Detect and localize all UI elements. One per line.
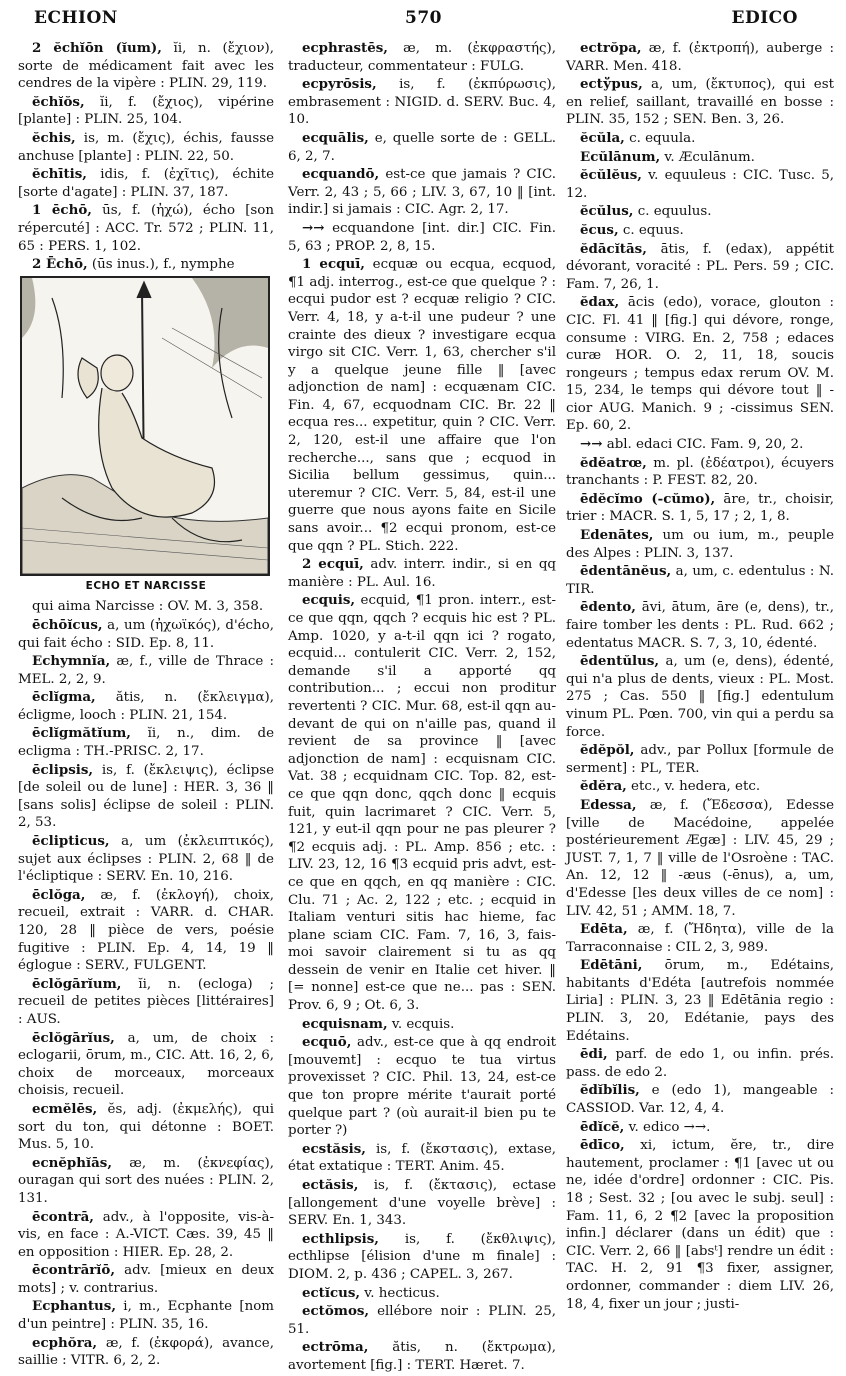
dictionary-entry	[288, 130, 556, 165]
entry-definition: a, um, de choix : eclogarii, ōrum, m., CIC. Att. 16, 2, 6, choix de morceaux, morceaux choisis, recueil.	[18, 1030, 274, 1099]
figure-caption: ECHO ET NARCISSE	[85, 579, 207, 592]
entry-definition: æ, f. (ἐκτροπή), auberge : VARR. Men. 418.	[566, 41, 834, 74]
entry-definition: is, f. (ἔκτασις), ectase [allongement d'une voyelle brève] : SERV. En. 1, 343.	[288, 1178, 556, 1229]
dictionary-entry	[566, 130, 834, 148]
entry-headword: ecmĕlēs,	[32, 1100, 98, 1117]
entry-definition: v. edico →→.	[624, 1119, 711, 1135]
entry-headword: ēcontrārĭō,	[32, 1262, 115, 1279]
dictionary-entry	[288, 220, 556, 255]
entry-definition: is, f. (ἔκστασις), extase, état extatique : TERT. Anim. 45.	[288, 1141, 556, 1175]
dictionary-entry	[566, 921, 834, 956]
dictionary-entry	[18, 40, 274, 93]
dictionary-entry	[288, 1177, 556, 1230]
dictionary-entry	[566, 294, 834, 435]
entry-headword: ēdentŭlus,	[580, 653, 660, 670]
entry-headword: ĕcŭlĕus,	[580, 167, 642, 184]
entry-definition: v. equuleus : CIC. Tusc. 5, 12.	[566, 168, 834, 201]
column-3	[566, 40, 834, 1314]
dictionary-entry	[288, 40, 556, 75]
dictionary-entry	[566, 222, 834, 240]
entry-headword: ēchōĭcus,	[32, 616, 103, 633]
dictionary-entry	[288, 76, 556, 129]
dictionary-entry	[18, 94, 274, 129]
entry-headword: ĕchītis,	[32, 166, 87, 183]
entry-headword: ĕdācĭtās,	[580, 240, 647, 257]
entry-headword: ecthlipsis,	[302, 1230, 379, 1247]
entry-definition: āre, tr., choisir, trier : MACR. S. 1, 5, 17 ; 2, 1, 8.	[566, 491, 834, 525]
dictionary-entry	[18, 762, 274, 832]
entry-headword: ēclĭgma,	[32, 689, 96, 706]
entry-definition: idis, f. (ἐχῖτις), échite [sorte d'agate] : PLIN. 37, 187.	[18, 167, 274, 200]
entry-definition: ūs, f. (ἠχώ), écho [son répercuté] : ACC. Tr. 572 ; PLIN. 11, 65 : PERS. 1, 102.	[18, 203, 274, 254]
dictionary-entry	[566, 203, 834, 221]
dictionary-entry	[566, 436, 834, 454]
entry-headword: →→	[580, 436, 603, 453]
dictionary-entry	[18, 1335, 274, 1370]
entry-definition: ōrum, m., Edétains, habitants d'Edéta [autrefois nommée Liria] : PLIN. 3, 23 ‖ Edētānia regio : PLIN. 3, 20, Edétanie, pays des Edétains.	[566, 958, 834, 1044]
dictionary-entry	[288, 1141, 556, 1176]
entry-headword: ēclŏgārĭus,	[32, 1029, 115, 1046]
entry-headword: Ecŭlānum,	[580, 148, 661, 165]
entry-definition: is, m. (ἔχις), échis, fausse anchuse [plante] : PLIN. 22, 50.	[18, 130, 274, 164]
dictionary-entry	[566, 797, 834, 920]
entry-headword: ecstăsis,	[302, 1140, 366, 1157]
dictionary-entry	[566, 149, 834, 167]
entry-definition: a, um, c. edentulus : N. TIR.	[566, 564, 834, 597]
dictionary-entry	[18, 1030, 274, 1100]
entry-headword: ēdi,	[580, 1046, 608, 1063]
entry-definition: æ, f. (Ἔδεσσα), Edesse [ville de Macédoine, appelée postérieurement Ægæ] : LIV. 45, 29 ; JUST. 7, 1, 7 ‖ ville de l'Osroène : TAC. An. 12, 12 ‖ -æus (-ēnus), a, um, d'Edesse [les deux villes de ce nom] : LIV. 42, 51 ; AMM. 18, 7.	[566, 797, 834, 919]
entry-definition: æ, m. (ἐκνεφίας), ouragan qui sort des nuées : PLIN. 2, 131.	[18, 1155, 274, 1206]
entry-definition: ĭi, n. (ecloga) ; recueil de petites pièces [littéraires] : AUS.	[18, 976, 274, 1027]
entry-headword: ectŏmos,	[302, 1303, 370, 1320]
entry-definition: is, f. (ἐκπύρωσις), embrasement : NIGID. d. SERV. Buc. 4, 10.	[288, 77, 556, 128]
entry-definition: æ, f. (ἐκφορά), avance, saillie : VITR. 6, 2, 2.	[18, 1335, 274, 1369]
entry-headword: ēcontrā,	[32, 1208, 94, 1225]
entry-definition: adv., est-ce que à qq endroit [mouvemt] : ecquo te tua virtus provexisset ? CIC. Phil. 13, 24, est-ce que ton propre mérite t'aurait porté quelque part ? (où aurait-il bien pu te porter ?)	[288, 1035, 556, 1139]
entry-headword: ecquō,	[302, 1034, 352, 1051]
dictionary-entry	[288, 256, 556, 555]
page-header	[20, 8, 828, 36]
entry-headword: ēdīco,	[580, 1137, 625, 1154]
entry-definition: i, m., Ecphante [nom d'un peintre] : PLIN. 35, 16.	[18, 1299, 274, 1333]
dictionary-entry	[18, 256, 274, 274]
dictionary-entry	[566, 76, 834, 129]
entry-headword: 2 ecquī,	[302, 556, 364, 573]
entry-definition: ĭi, n., dim. de ecligma : TH.-PRISC. 2, 17.	[18, 726, 274, 760]
entry-definition: ellébore noir : PLIN. 25, 51.	[288, 1304, 556, 1337]
dictionary-entry	[18, 653, 274, 688]
entry-headword: Edessa,	[580, 796, 637, 813]
dictionary-entry	[566, 1137, 834, 1313]
dictionary-entry	[566, 957, 834, 1045]
entry-definition: āvi, ātum, āre (e, dens), tr., faire tomber les dents : PL. Rud. 662 ; edentatus MACR. S. 7, 3, 10, édenté.	[566, 600, 834, 651]
dictionary-entry	[566, 1046, 834, 1081]
column-2	[288, 40, 556, 1376]
column-1	[18, 40, 274, 1371]
entry-headword: ecphrastēs,	[302, 40, 388, 56]
entry-definition: ecquandone [int. dir.] CIC. Fin. 5, 63 ; PROP. 2, 8, 15.	[288, 220, 556, 254]
entry-definition: a, um (ἐκλειπτικός), sujet aux éclipses : PLIN. 2, 68 ‖ de l'écliptique : SERV. En. 10, 216.	[18, 834, 274, 885]
entry-definition: æ, f., ville de Thrace : MEL. 2, 2, 9.	[18, 654, 274, 687]
entry-definition: um ou ium, m., peuple des Alpes : PLIN. 3, 137.	[566, 528, 834, 561]
entry-headword: Echymnĭa,	[32, 653, 111, 670]
entry-definition: ătis, n. (ἔκτρωμα), avortement [fig.] : TERT. Hæret. 7.	[288, 1340, 556, 1373]
entry-headword: ĕdĕpŏl,	[580, 742, 635, 759]
entry-headword: ēclĭgmătĭum,	[32, 725, 131, 742]
entry-definition: xi, ictum, ĕre, tr., dire hautement, proclamer : ¶1 [avec ut ou ne, idée d'ordre] ordonner : CIC. Pis. 18 ; Sest. 32 ; [ou avec le subj. seul] : Fam. 11, 6, 2 ¶2 [avec la proposition infin.] déclarer (dans un édit) que : CIC. Verr. 2, 66 ‖ [absᵗ] rendre un édit : TAC. H. 2, 91 ¶3 fixer, assigner, ordonner, commander : diem LIV. 26, 18, 4, fixer un jour ; justi-	[566, 1138, 834, 1312]
entry-headword: ĕdĕra,	[580, 778, 627, 795]
entry-definition: adv., par Pollux [formule de serment] : PL, TER.	[566, 743, 834, 776]
entry-headword: ecquisnam,	[302, 1015, 388, 1032]
entry-definition: c. equula.	[624, 130, 696, 146]
entry-definition: est-ce que jamais ? CIC. Verr. 2, 43 ; 5, 66 ; LIV. 3, 67, 10 ‖ [int. indir.] si jamais : CIC. Agr. 2, 17.	[288, 167, 556, 218]
dictionary-entry	[18, 1155, 274, 1208]
entry-headword: →→	[302, 219, 325, 236]
dictionary-entry	[566, 241, 834, 294]
dictionary-entry	[18, 833, 274, 886]
entry-headword: ĕchĭŏs,	[32, 93, 85, 110]
entry-headword: ecquālis,	[302, 129, 369, 146]
entry-headword: ēclipsis,	[32, 761, 94, 778]
dictionary-entry	[288, 1034, 556, 1140]
entry-headword: ĕcŭlus,	[580, 203, 634, 220]
entry-headword: ecquandō,	[302, 166, 380, 183]
entry-definition: a, um (ἠχωϊκός), d'écho, qui fait écho : SID. Ep. 8, 11.	[18, 617, 274, 651]
entry-definition: ecquæ ou ecqua, ecquod, ¶1 adj. interrog., est-ce que quelque ? : ecqui pudor est ? ecquæ religio ? CIC. Verr. 4, 18, y a-t-il une pudeur ? une crainte des dieux ? investigare ecqua virgo sit CIC. Verr. 1, 63, chercher s'il y a quelque jeune fille ‖ [avec adjonction de nam] : ecquænam CIC. Fin. 4, 67, ecquodnam CIC. Br. 22 ‖ ecqua res... expetitur, quin ? CIC. Verr. 2, 120, est-il une affaire que l'on recherche..., sans que ; ecquod in Sicilia bellum gessimus, quin... uteremur ? CIC. Verr. 5, 84, est-il une guerre que nous ayons faite en Sicile sans avoir... ¶2 ecqui pronom, est-ce que qqn ? PL. Stich. 222.	[288, 257, 557, 554]
entry-definition: abl. edaci CIC. Fam. 9, 20, 2.	[602, 437, 804, 453]
entry-headword: ectăsis,	[302, 1177, 359, 1193]
dictionary-entry	[18, 202, 274, 255]
entry-definition: æ, f. (Ἤδητα), ville de la Tarraconnaise : CIL 2, 3, 989.	[566, 922, 834, 955]
entry-headword: ecquis,	[302, 592, 356, 609]
dictionary-entry	[18, 1209, 274, 1262]
entry-definition: v. hecticus.	[360, 1285, 440, 1301]
dictionary-entry	[566, 455, 834, 490]
entry-definition: is, f. (ἔκθλιψις), ecthlipse [élision d'une m finale] : DIOM. 2, p. 436 ; CAPEL. 3, 267.	[288, 1231, 556, 1282]
entry-definition: e, quelle sorte de : GELL. 6, 2, 7.	[288, 130, 556, 164]
dictionary-entry	[566, 527, 834, 562]
entry-definition: æ, m. (ἐκφραστής), traducteur, commentateur : FULG.	[288, 41, 556, 74]
entry-definition: e (edo 1), mangeable : CASSIOD. Var. 12, 4, 4.	[566, 1083, 834, 1117]
dictionary-entry	[288, 1231, 556, 1284]
entry-definition: parf. de edo 1, ou infin. prés. pass. de edo 2.	[566, 1047, 834, 1080]
entry-headword: ĕcŭla,	[580, 129, 625, 146]
dictionary-entry	[566, 653, 834, 741]
entry-headword: ectrōma,	[302, 1339, 369, 1356]
entry-headword: ĕcus,	[580, 221, 619, 238]
dictionary-entry	[18, 887, 274, 975]
entry-definition: ĭi, f. (ἔχιος), vipérine [plante] : PLIN. 25, 104.	[18, 94, 274, 128]
entry-definition: etc., v. hedera, etc.	[626, 779, 761, 795]
dictionary-entry	[18, 689, 274, 724]
entry-definition: v. Æculānum.	[660, 149, 755, 165]
entry-headword: ēdento,	[580, 599, 636, 616]
entry-definition: ĕs, adj. (ἐκμελής), qui sort du ton, qui détonne : BOET. Mus. 5, 10.	[18, 1101, 274, 1153]
dictionary-entry	[18, 617, 274, 652]
entry-headword: ēclŏgārĭum,	[32, 975, 122, 992]
entry-headword: 1 ecquī,	[302, 256, 365, 273]
entry-headword: ĕchis,	[32, 129, 76, 146]
entry-headword: ēclŏga,	[32, 886, 86, 903]
entry-definition: c. equulus.	[633, 204, 712, 220]
entry-definition: ătis, n. (ἔκλειγμα), écligme, looch : PLIN. 21, 154.	[18, 690, 274, 723]
dictionary-entry	[288, 1339, 556, 1374]
entry-headword: ēdĕcĭmo (-cŭmo),	[580, 490, 716, 507]
entry-headword: Edēta,	[580, 921, 628, 938]
entry-headword: Edētāni,	[580, 957, 643, 974]
entry-headword: 1 ēchō,	[32, 202, 92, 219]
entry-definition: a, um, (ἔκτυπος), qui est en relief, saillant, travaillé en bosse : PLIN. 35, 152 ; SEN. Ben. 3, 26.	[566, 77, 834, 128]
dictionary-entry	[566, 599, 834, 652]
entry-headword: ēclipticus,	[32, 833, 110, 850]
dictionary-entry	[566, 742, 834, 777]
entry-headword: ĕdĭbĭlis,	[580, 1082, 640, 1099]
dictionary-entry	[18, 725, 274, 760]
dictionary-entry	[566, 491, 834, 526]
entry-definition: ātis, f. (edax), appétit dévorant, voracité : PL. Pers. 59 ; CIC. Fam. 7, 26, 1.	[566, 241, 834, 292]
entry-definition: qui aima Narcisse : OV. M. 3, 358.	[32, 599, 264, 615]
dictionary-entry	[566, 167, 834, 202]
entry-definition: v. ecquis.	[387, 1016, 455, 1032]
entry-headword: 2 Ēchō,	[32, 256, 88, 273]
entry-definition: ecquid, ¶1 pron. interr., est-ce que qqn, qqch ? ecquis hic est ? PL. Amp. 1020, y a-t-il qqn ici ? rogato, ecquid... contulerit CIC. Verr. 2, 152, demande s'il a apporté qq contribution... ; eccui non proditur revertenti ? CIC. Mur. 68, est-il qqn au-devant de qui on n'aille pas, quand il revient de sa province ‖ [avec adjonction de nam] : ecquisnam CIC. Vat. 38 ; ecquidnam CIC. Top. 82, est-ce que qqn donc, qqch donc ‖ ecquis fuit, quin lacrimaret ? CIC. Verr. 5, 121, y eut-il qqn pour ne pas pleurer ? ¶2 ecquis adj. : PL. Amp. 856 ; etc. : LIV. 23, 12, 16 ¶3 ecquid pris advt, est-ce que en qqch, en qq manière : CIC. Clu. 71 ; Ac. 2, 122 ; etc. ; ecquid in Italiam venturi sitis hac hieme, fac plane sciam CIC. Fam. 7, 16, 3, fais-moi savoir clairement si tu as qq dessein de venir en Italie cet hiver. ‖ [= nonne] est-ce que ne... pas : SEN. Prov. 6, 9 ; Ot. 6, 3.	[288, 593, 556, 1014]
echo-narcissus-illustration	[20, 276, 270, 576]
entry-headword: ēdĭcĕ,	[580, 1118, 625, 1135]
entry-headword: 2 ĕchĭōn (ĭum),	[32, 40, 162, 56]
page-number: 570	[405, 8, 442, 28]
entry-headword: ecpyrōsis,	[302, 76, 377, 93]
entry-definition: adv. [mieux en deux mots] ; v. contrarius.	[18, 1263, 274, 1296]
entry-definition: ĭi, n. (ἔχιον), sorte de médicament fait avec les cendres de la vipère : PLIN. 29, 119.	[18, 41, 274, 92]
dictionary-entry	[18, 166, 274, 201]
entry-definition: is, f. (ἔκλειψις), éclipse [de soleil ou de lune] : HER. 3, 36 ‖ [sans solis] éclipse de soleil : PLIN. 2, 53.	[18, 762, 274, 831]
entry-definition: adv. interr. indir., si en qq manière : PL. Aul. 16.	[288, 557, 557, 590]
dictionary-entry	[18, 976, 274, 1029]
dictionary-entry	[288, 556, 556, 591]
dictionary-entry	[288, 1285, 556, 1303]
entry-headword: ĕdax,	[580, 294, 620, 311]
dictionary-entry	[18, 1262, 274, 1297]
entry-definition: (ūs inus.), f., nymphe	[87, 257, 235, 273]
dictionary-entry	[18, 1101, 274, 1154]
dictionary-entry	[566, 563, 834, 598]
dictionary-entry	[18, 1298, 274, 1333]
entry-definition: m. pl. (ἐδέατροι), écuyers tranchants : P. FEST. 82, 20.	[566, 455, 834, 489]
entry-headword: ectўpus,	[580, 76, 643, 93]
dictionary-entry	[566, 1119, 834, 1137]
entry-definition: ācis (edo), vorace, glouton : CIC. Fl. 41 ‖ [fig.] qui dévore, ronge, consume : VIRG. En. 2, 758 ; edaces curæ HOR. O. 2, 11, 18, soucis rongeurs ; tempus edax rerum OV. M. 15, 234, le temps qui dévore tout ‖ -cior AUG. Manich. 9 ; -cissimus SEN. Ep. 60, 2.	[566, 295, 834, 434]
entry-headword: Ecphantus,	[32, 1298, 116, 1315]
dictionary-entry	[566, 40, 834, 75]
dictionary-entry	[18, 130, 274, 165]
entry-headword: ĕdĕatrœ,	[580, 454, 647, 471]
entry-definition: adv., à l'opposite, vis-à-vis, en face : A.-VICT. Cæs. 39, 45 ‖ en opposition : HIER. Ep. 28, 2.	[18, 1209, 274, 1260]
dictionary-entry	[288, 1016, 556, 1034]
entry-headword: ecnĕphĭās,	[32, 1154, 112, 1171]
dictionary-entry	[18, 598, 274, 616]
entry-headword: ectĭcus,	[302, 1284, 361, 1301]
running-head-right: EDICO	[731, 8, 798, 28]
entry-headword: Edenātes,	[580, 527, 654, 544]
entry-headword: ectrŏpa,	[580, 40, 642, 56]
dictionary-entry	[288, 592, 556, 1014]
dictionary-entry	[288, 1303, 556, 1338]
dictionary-entry	[288, 166, 556, 219]
entry-definition: a, um (e, dens), édenté, qui n'a plus de dents, vieux : PL. Most. 275 ; Cas. 550 ‖ [fig.] edentulum vinum PL. Pœn. 700, vin qui a perdu sa force.	[566, 654, 834, 740]
dictionary-entry	[566, 778, 834, 796]
running-head-left: ECHION	[34, 8, 118, 28]
entry-definition: c. equus.	[618, 222, 684, 238]
dictionary-entry	[566, 1082, 834, 1117]
entry-headword: ēdentānĕus,	[580, 563, 672, 580]
entry-definition: æ, f. (ἐκλογή), choix, recueil, extrait : VARR. d. CHAR. 120, 28 ‖ pièce de vers, poésie fugitive : PLIN. Ep. 4, 14, 19 ‖ églogue : SERV., FULGENT.	[18, 887, 274, 974]
entry-headword: ecphŏra,	[32, 1334, 98, 1351]
